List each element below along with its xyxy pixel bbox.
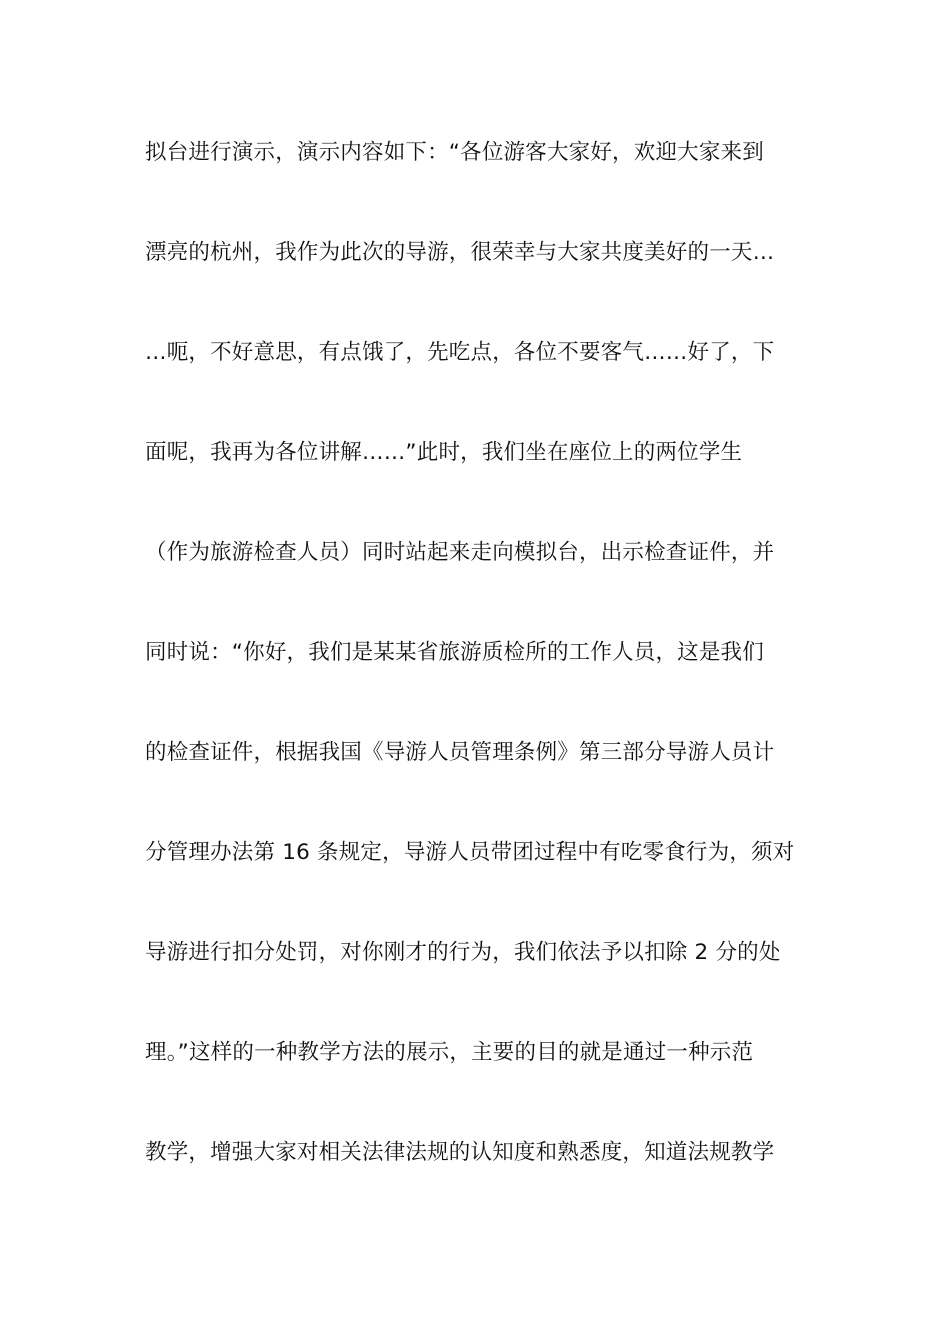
text-line-5: （作为旅游检查人员）同时站起来走向模拟台，出示检查证件，并 (145, 540, 775, 565)
text-line-2: 漂亮的杭州，我作为此次的导游，很荣幸与大家共度美好的一天… (145, 240, 775, 265)
text-line-10: 理。”这样的一种教学方法的展示，主要的目的就是通过一种示范 (145, 1040, 754, 1065)
text-line-7: 的检查证件，根据我国《导游人员管理条例》第三部分导游人员计 (145, 740, 775, 765)
text-line-6: 同时说：“你好，我们是某某省旅游质检所的工作人员，这是我们 (145, 640, 764, 665)
text-line-3: …呃，不好意思，有点饿了，先吃点，各位不要客气……好了，下 (145, 340, 775, 365)
text-line-11: 教学，增强大家对相关法律法规的认知度和熟悉度，知道法规教学 (145, 1140, 775, 1165)
text-line-9: 导游进行扣分处罚，对你刚才的行为，我们依法予以扣除 2 分的处 (145, 940, 781, 965)
text-line-1: 拟台进行演示，演示内容如下：“各位游客大家好，欢迎大家来到 (145, 140, 764, 165)
text-line-8: 分管理办法第 16 条规定，导游人员带团过程中有吃零食行为，须对 (145, 840, 795, 865)
body-text (145, 133, 810, 1233)
text-line-4: 面呢，我再为各位讲解……”此时，我们坐在座位上的两位学生 (145, 440, 743, 465)
